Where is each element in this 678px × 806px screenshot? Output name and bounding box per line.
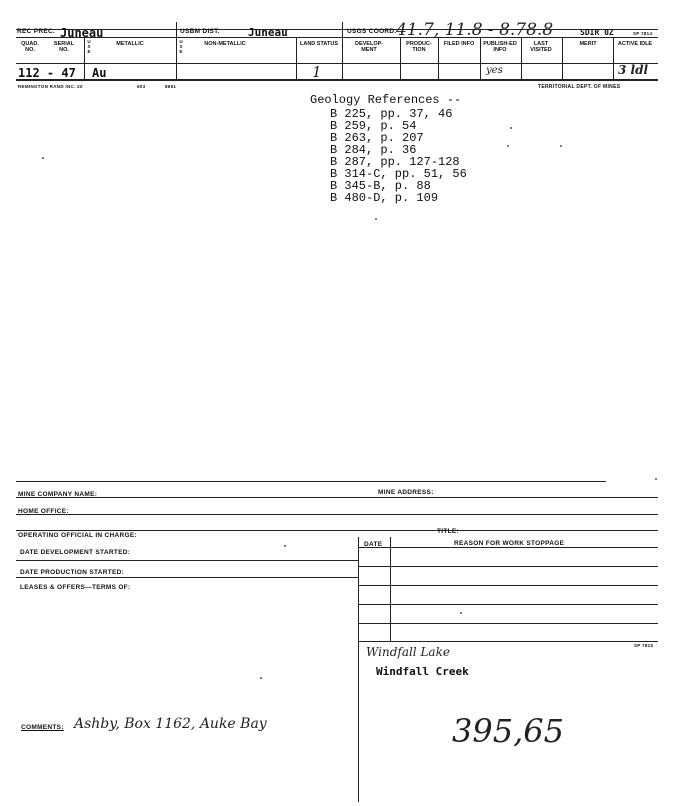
comments-label: COMMENTS:: [21, 724, 64, 731]
geology-reference: B 263, p. 207: [330, 131, 424, 145]
reason-column-heading: REASON FOR WORK STOPPAGE: [454, 540, 565, 547]
printer-imprint: REMINGTON RAND INC. 20: [18, 84, 83, 89]
geology-reference: B 345-B, p. 88: [330, 179, 431, 193]
form-number: SP 7814: [633, 31, 653, 36]
title-label: TITLE:: [437, 528, 460, 535]
comments-value: Ashby, Box 1162, Auke Bay: [74, 716, 267, 732]
date-column-heading: DATE: [364, 541, 383, 548]
usgs-coord-label: USGS COORD.: [347, 28, 397, 35]
date-development-label: DATE DEVELOPMENT STARTED:: [20, 549, 131, 556]
geology-heading: Geology References --: [310, 93, 462, 107]
handwritten-location: Windfall Lake: [366, 645, 450, 659]
mine-address-label: MINE ADDRESS:: [378, 489, 434, 496]
handwritten-number: 395,65: [452, 712, 564, 750]
form-number-2: SP 7815: [634, 643, 654, 648]
published-info-heading: PUBLISH-ED INFO: [483, 41, 517, 53]
metallic-value: Au: [92, 66, 107, 80]
filed-info-heading: FILED INFO: [443, 41, 475, 47]
geology-reference: B 287, pp. 127-128: [330, 155, 460, 169]
date-production-label: DATE PRODUCTION STARTED:: [20, 569, 125, 576]
geology-reference: B 480-D, p. 109: [330, 191, 439, 205]
last-visited-heading: LAST VISITED: [530, 41, 552, 53]
quad-serial-value: 112 - 47: [18, 66, 76, 80]
typed-location: Windfall Creek: [376, 665, 469, 678]
merit-heading: MERIT: [579, 41, 597, 47]
land-status-heading: LAND STATUS: [300, 41, 338, 47]
geology-reference: B 225, pp. 37, 46: [330, 107, 453, 121]
active-idle-value: 3 ldl: [618, 63, 649, 77]
quad-no-heading: QUAD. NO.: [21, 41, 39, 53]
leases-label: LEASES & OFFERS—TERMS OF:: [20, 584, 131, 591]
metallic-heading: METALLIC: [116, 41, 144, 47]
published-info-value: yes: [486, 65, 503, 76]
use-metallic-heading: U S E: [87, 39, 91, 54]
footer-code-1: 603: [137, 84, 146, 89]
land-status-value: 1: [312, 63, 322, 81]
usbm-dist-label: USBM DIST.: [180, 28, 220, 35]
active-idle-heading: ACTIVE IDLE: [617, 41, 653, 47]
operating-official-label: OPERATING OFFICIAL IN CHARGE:: [18, 532, 137, 539]
geology-reference: B 284, p. 36: [330, 143, 417, 157]
territorial-dept: TERRITORIAL DEPT. OF MINES: [538, 84, 621, 90]
rec-prec-label: REC PREC.: [17, 28, 56, 35]
geology-reference: B 314-C, pp. 51, 56: [330, 167, 467, 181]
serial-no-heading: SERIAL NO.: [53, 41, 75, 53]
production-heading: PRODUC-TION: [406, 41, 432, 53]
mine-company-name-label: MINE COMPANY NAME:: [18, 491, 98, 498]
sdir-value: SDIR 0Z: [580, 28, 614, 37]
footer-code-2: 8691: [165, 84, 177, 89]
usgs-coord-value: 41.7, 11.8 - 8.78.8: [396, 20, 554, 40]
use-nonmetallic-heading: U S E: [179, 39, 183, 54]
development-heading: DEVELOP-MENT: [355, 41, 384, 53]
geology-reference: B 259, p. 54: [330, 119, 417, 133]
home-office-label: HOME OFFICE:: [18, 508, 69, 515]
non-metallic-heading: NON-METALLIC: [204, 41, 246, 47]
rec-prec-value: Juneau: [60, 26, 104, 40]
usbm-dist-value: Juneau: [248, 26, 288, 39]
